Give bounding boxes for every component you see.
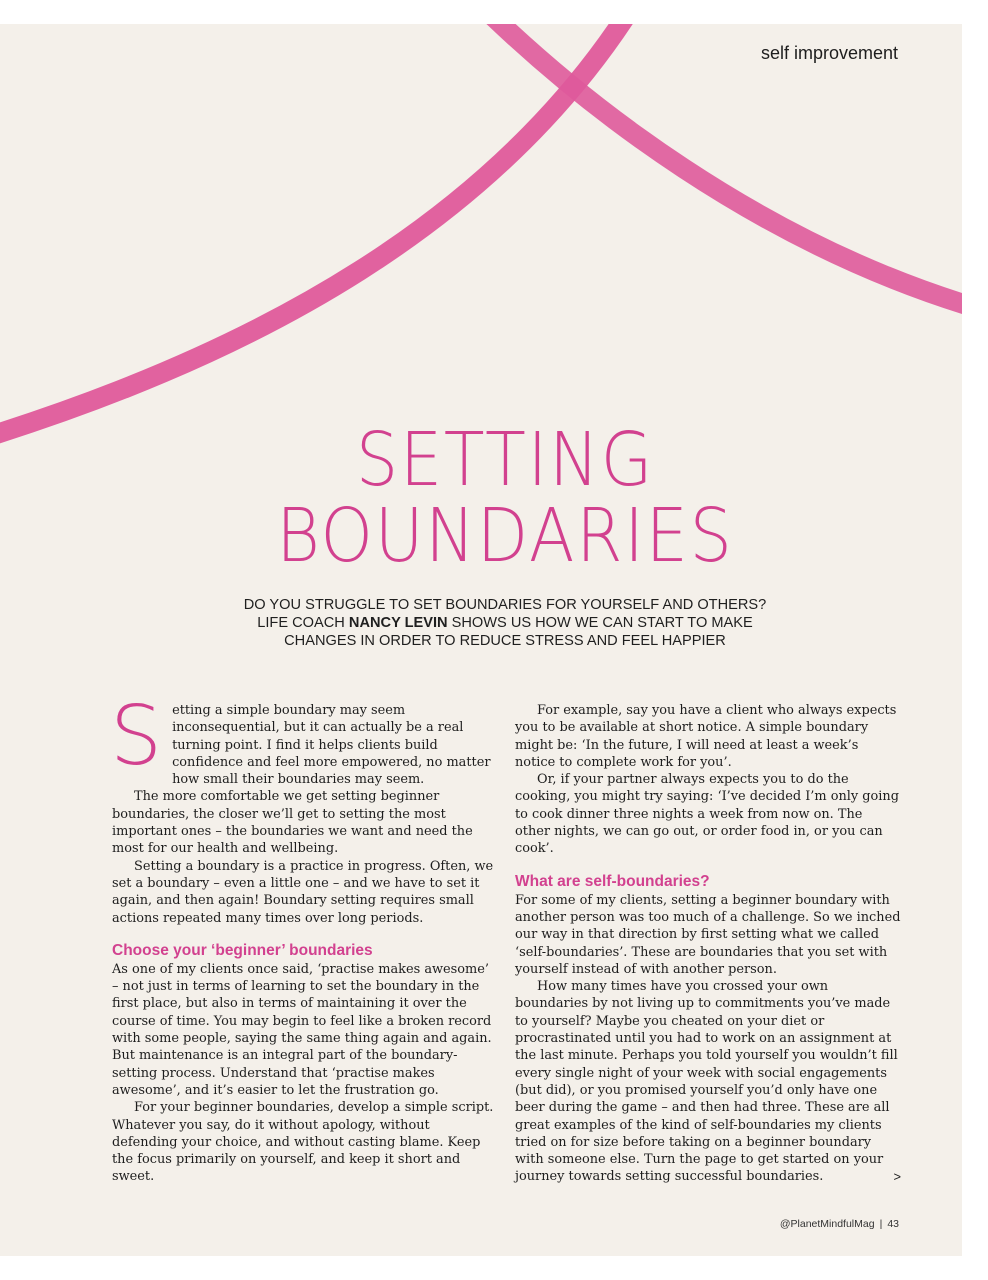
- page-number: 43: [887, 1218, 899, 1230]
- standfirst-line-3: CHANGES IN ORDER TO REDUCE STRESS AND FEEL HAPPIER: [284, 633, 726, 649]
- article-column-left: [110, 689, 497, 1186]
- drop-cap: S: [110, 689, 163, 784]
- page-footer: [780, 1218, 899, 1230]
- article-column-right: [515, 702, 901, 1186]
- page-title: [51, 417, 960, 579]
- subheading-self-boundaries: What are self-boundaries?: [515, 872, 710, 890]
- social-handle: @PlanetMindfulMag: [779, 1218, 875, 1230]
- standfirst-line-2: LIFE COACH NANCY LEVIN SHOWS US HOW WE CAN START TO MAKE: [257, 615, 753, 631]
- continue-arrow-icon: >: [893, 1169, 901, 1185]
- paragraph-1: etting a simple boundary may seem inconsequential, but it can actually be a real turning point. I find it helps clients build confidence and feel more empowered, no matter how small their boundaries may seem.: [172, 703, 491, 788]
- paragraph-7: Or, if your partner always expects you to do the cooking, you might try saying: ‘I’ve decided I’m only going to cook dinner three nights a week from now on. The other nights, we can go out, or order food in, or you can cook’.: [515, 772, 899, 857]
- ribbon-arc-left: [0, 24, 640, 436]
- magazine-page: [0, 24, 962, 1256]
- paragraph-6: For example, say you have a client who always expects you to be available at short notice. A simple boundary might be: ‘In the future, I will need at least a week’s notice to complete work for you’.: [515, 703, 897, 770]
- paragraph-8: For some of my clients, setting a beginner boundary with another person was too much of a challenge. So we inched our way in that direction by first setting what we called ‘self-boundaries’. These are boundaries that you set with yourself instead of with another person.: [515, 892, 901, 977]
- standfirst-line-1: DO YOU STRUGGLE TO SET BOUNDARIES FOR YOURSELF AND OTHERS?: [243, 597, 767, 613]
- paragraph-4: As one of my clients once said, ‘practise makes awesome’ – not just in terms of learning to set the boundary in the first place, but also in terms of maintaining it over the course of time. You may begin to feel like a broken record with some people, saying the same thing again and again. But maintenance is an integral part of the boundary-setting process. Understand that ‘practise makes awesome’, and it’s easier to let the frustration go.: [112, 961, 492, 1098]
- footer-separator: |: [879, 1218, 883, 1230]
- subheading-beginner-boundaries: Choose your ‘beginner’ boundaries: [112, 941, 373, 959]
- title-line-2: BOUNDARIES: [276, 493, 734, 579]
- paragraph-5: For your beginner boundaries, develop a simple script. Whatever you say, do it without apology, without defending your choice, and without casting blame. Keep the focus primarily on yourself, and keep it short and sweet.: [112, 1100, 494, 1185]
- standfirst: [0, 596, 962, 650]
- section-label: self improvement: [760, 43, 898, 63]
- paragraph-2: The more comfortable we get setting beginner boundaries, the closer we’ll get to setting the most important ones – the boundaries we want and need the most for our health and wellbeing.: [112, 789, 473, 857]
- title-line-1: SETTING: [355, 417, 655, 503]
- paragraph-3: Setting a boundary is a practice in progress. Often, we set a boundary – even a little one – and we have to set it again, and then again! Boundary setting requires small actions repeated many times over long periods.: [112, 858, 494, 926]
- paragraph-9: How many times have you crossed your own boundaries by not living up to commitments you’ve made to yourself? Maybe you cheated on your diet or procrastinated until you had to work on an assignment at the last minute. Perhaps you told yourself you wouldn’t fill every single night of your week with social engagements (but did), or you promised yourself you’d only have one beer during the game – and then had three. These are all great examples of the kind of self-boundaries my clients tried on for size before taking on a beginner boundary with someone else. Turn the page to get started on your journey towards setting successful boundaries. >: [515, 979, 901, 1185]
- ribbon-arc-right: [470, 24, 962, 309]
- author-name: NANCY LEVIN: [348, 615, 448, 631]
